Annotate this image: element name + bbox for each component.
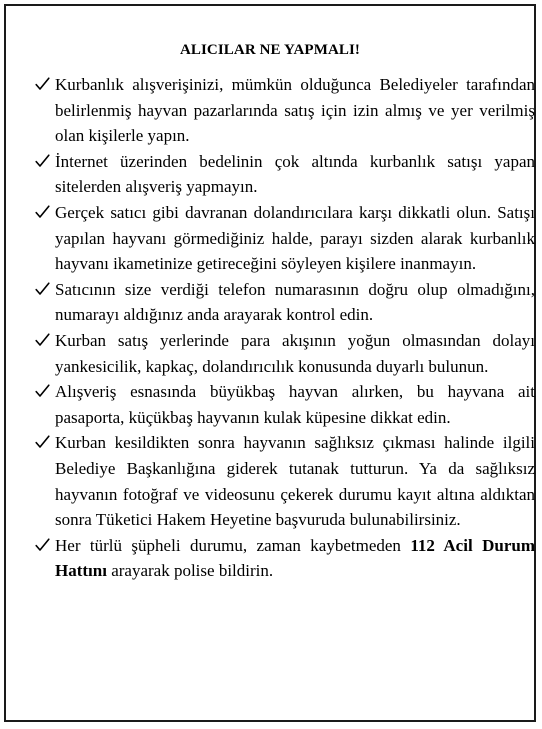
checkmark-icon (34, 328, 55, 354)
checkmark-icon (34, 277, 55, 303)
list-item-text-end: arayarak polise bildirin. (106, 561, 274, 581)
list-item (34, 200, 536, 277)
list-item (34, 149, 536, 200)
advice-list (34, 72, 536, 584)
list-item-text: Kurban satış yerlerinde para akışının yoğun olmasından dolayı yankesicilik, kapkaç, dolandırıcılık konusunda duyarlı bulunun. (55, 330, 535, 376)
list-item-text: İnternet üzerinden bedelinin çok altında kurbanlık satışı yapan sitelerden alışveriş yapmayın. (55, 151, 535, 197)
list-item (34, 72, 536, 149)
list-item-text: Kurban kesildikten sonra hayvanın sağlıksız çıkması halinde ilgili Belediye Başkanlığına giderek tutanak tutturun. Ya da sağlıksız hayvanın fotoğraf ve videosunu çekerek durumu kayıt altına aldıktan sonra Tüketici Hakem Heyetine başvuruda bulunabilirsiniz. (55, 433, 535, 530)
list-item-text: Kurbanlık alışverişinizi, mümkün olduğunca Belediyeler tarafından belirlenmiş hayvan pazarlarında satış için izin almış ve yer verilmiş olan kişilerle yapın. (55, 75, 535, 146)
list-item (34, 379, 536, 430)
checkmark-icon (34, 149, 55, 175)
checkmark-icon (34, 430, 55, 456)
emergency-line-name: 112 Acil Durum Hattını (55, 535, 535, 581)
checkmark-icon (34, 379, 55, 405)
list-item (34, 328, 536, 379)
checkmark-icon (34, 200, 55, 226)
list-item (34, 430, 536, 532)
list-item-text: Satıcının size verdiği telefon numarasının doğru olup olmadığını, numarayı aldığınız anda arayarak kontrol edin. (55, 279, 535, 325)
list-item-text (55, 533, 536, 584)
list-item-text: Alışveriş esnasında büyükbaş hayvan alırken, bu hayvana ait pasaporta, küçükbaş hayvanın kulak küpesine dikkat edin. (55, 382, 535, 427)
list-item-text: Gerçek satıcı gibi davranan dolandırıcılara karşı dikkatli olun. Satışı yapılan hayvanı görmediğiniz halde, parayı sizden alarak kurbanlık hayvanı ikametinize getireceğini söyleyen kişilere inanmayın. (55, 202, 535, 274)
document-frame (4, 4, 536, 722)
page-title: ALICILAR NE YAPMALI! (179, 42, 361, 58)
checkmark-icon (34, 72, 55, 98)
list-item (34, 533, 536, 584)
checkmark-icon (34, 533, 55, 559)
list-item-text-start: Her türlü şüpheli durumu, zaman kaybetmeden (55, 535, 411, 555)
list-item (34, 277, 536, 328)
